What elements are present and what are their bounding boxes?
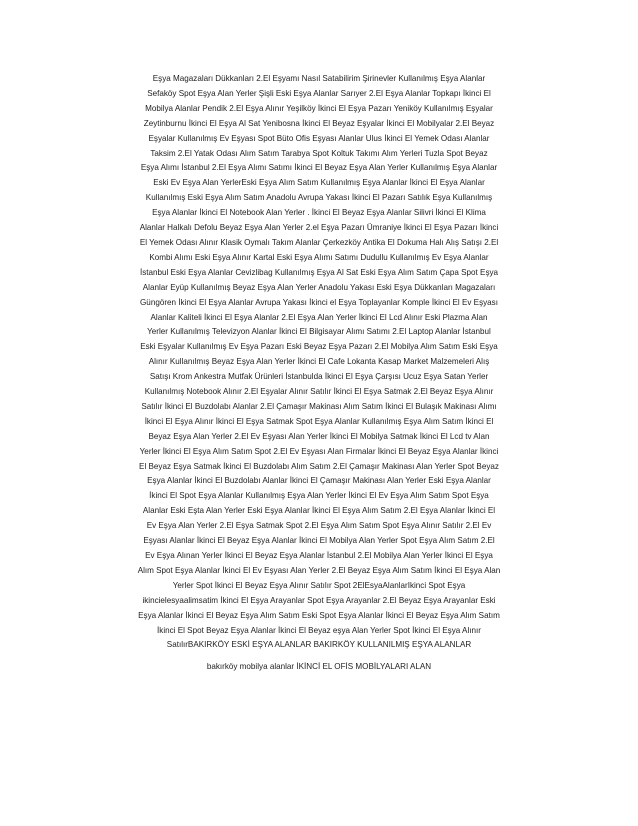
text-line: SatılırBAKIRKÖY ESKİ EŞYA ALANLAR BAKIRKÖY KULLANILMIŞ EŞYA ALANLAR — [166, 640, 472, 650]
text-line: Güngören İkinci El Eşya Alanlar Avrupa Yakası İkinci el Eşya Toplayanlar Komple İkinci El Ev Eşyası — [140, 297, 498, 307]
document-page — [58, 72, 580, 675]
text-line: Eski Eşyalar Kullanılmış Ev Eşya Pazarı Eski Beyaz Eşya Pazarı 2.El Mobilya Alım Satım Eski Eşya — [140, 342, 498, 352]
text-line: Eşyalar Kullanılmış Ev Eşyası Spot Büto Ofis Eşyası Alanlar Ulus İkinci El Yemek Odası Alanlar — [148, 133, 490, 143]
text-line: Alanlar Eski Eşta Alan Yerler Eski Eşya Alanlar İkinci El Eşya Alım Satım 2.El Eşya Alanlar İkinci El — [142, 506, 496, 516]
text-line: ikincielesyaalimsatim İkinci El Eşya Arayanlar Spot Eşya Arayanlar 2.El Beyaz Eşya Arayanlar Eski — [142, 595, 496, 605]
text-line: Yerler Spot İkinci El Beyaz Eşya Alınır Satılır Spot 2ElEsyaAlanlarIkinci Spot Eşya — [172, 580, 466, 590]
text-line: Alanlar Eyüp Kullanılmış Beyaz Eşya Alan Yerler Anadolu Yakası Eski Eşya Dükkanları Magazaları — [142, 282, 496, 292]
text-line: Alım Spot Eşya Alanlar İkinci El Ev Eşyası Alan Yerler 2.El Beyaz Eşya Alım Satım İkinci El Eşya Alan — [137, 565, 501, 575]
text-line: Alanlar Kaliteli İkinci El Eşya Alanlar 2.El Eşya Alan Yerler İkinci El Lcd Alınır Eski Plazma Alan — [150, 312, 488, 322]
text-line: Eşya Alanlar İkinci El Notebook Alan Yerler . İkinci El Beyaz Eşya Alanlar Silivri İkinci El Klima — [152, 208, 486, 218]
text-line: Taksim 2.El Yatak Odası Alım Satım Tarabya Spot Koltuk Takımı Alım Yerleri Tuzla Spot Beyaz — [150, 148, 488, 158]
text-line: Yerler İkinci El Eşya Alım Satım Spot 2.El Ev Eşyası Alan Firmalar İkinci El Beyaz Eşya Alanlar İkinci — [139, 446, 499, 456]
text-line: İkinci El Spot Eşya Alanlar Kullanılmış Eşya Alan Yerler İkinci El Ev Eşya Alım Satım Spot Eşya — [149, 491, 489, 501]
text-line: Beyaz Eşya Alan Yerler 2.El Ev Eşyası Alan Yerler İkinci El Mobilya Satmak İkinci El Lcd tv Alan — [148, 431, 490, 441]
text-line: Satılır İkinci El Buzdolabı Alanlar 2.El Çamaşır Makinası Alım Satım İkinci El Bulaşık Makinası Alımı — [141, 401, 497, 411]
text-line: Eşya Alımı İstanbul 2.El Eşya Alımı Satımı İkinci El Beyaz Eşya Alan Yerler Kullanılmış Eşya Alanlar — [140, 163, 498, 173]
text-line: Eşya Magazaları Dükkanları 2.El Eşyamı Nasıl Satabilirim Şirinevler Kullanılmış Eşya Alanlar — [152, 74, 486, 83]
closing-line: bakırköy mobilya alanlar İKİNCİ EL OFİS MOBİLYALARI ALAN — [206, 662, 432, 672]
text-line: Eski Ev Eşya Alan YerlerEski Eşya Alım Satım Kullanılmış Eşya Alanlar İkinci El Eşya Alanlar — [153, 178, 485, 188]
text-line: El Beyaz Eşya Satmak İkinci El Buzdolabı Alım Satım 2.El Çamaşır Makinası Alan Yerler Spot Beyaz — [139, 461, 499, 471]
text-line: Mobilya Alanlar Pendik 2.El Eşya Alınır Yeşilköy İkinci El Eşya Pazarı Yeniköy Kullanılmış Eşyalar — [145, 103, 493, 113]
text-line: Kullanılmış Notebook Alınır 2.El Eşyalar Alınır Satılır İkinci El Eşya Satmak 2.El Beyaz Eşya Alınır — [144, 387, 494, 397]
text-line: El Yemek Odası Alınır Klasik Oymalı Takım Alanlar Çerkezköy Antika El Dokuma Halı Alış Satışı 2.El — [139, 237, 499, 247]
text-line: Sefaköy Spot Eşya Alan Yerler Şişli Eski Eşya Alanlar Sarıyer 2.El Eşya Alanlar Topkapı İkinci El — [147, 88, 491, 98]
text-line: Yerler Kullanılmış Televizyon Alanlar İkinci El Bilgisayar Alımı Satımı 2.El Laptop Alanlar İstanbul — [147, 327, 491, 337]
text-line: Ev Eşya Alan Yerler 2.El Eşya Satmak Spot 2.El Eşya Alım Satım Spot Eşya Alınır Satılır 2.El Ev — [146, 521, 492, 531]
text-line: İkinci El Spot Beyaz Eşya Alanlar İkinci El Beyaz eşya Alan Yerler Spot İkinci El Eşya Alınır — [157, 625, 481, 635]
text-line: Eşyası Alanlar İkinci El Beyaz Eşya Alanlar İkinci El Mobilya Alan Yerler Spot Eşya Alım Satım 2.El — [143, 536, 495, 546]
text-line: İstanbul Eski Eşya Alanlar Cevizlibag Kullanılmış Eşya Al Sat Eski Eşya Alım Satım Çapa Spot Eşya — [139, 267, 499, 277]
text-line: Zeytinburnu İkinci El Eşya Al Sat Yenibosna İkinci El Beyaz Eşyalar İkinci El Mobilyalar 2.El Beyaz — [143, 118, 495, 128]
text-line: Kullanılmış Eski Eşya Alım Satım Anadolu Avrupa Yakası İkinci El Pazarı Satılık Eşya Kullanılmış — [145, 193, 493, 203]
text-line: İkinci El Eşya Alınır İkinci El Eşya Satmak Spot Eşya Alanlar Kullanılmış Eşya Alım Satım İkinci El — [144, 416, 494, 426]
text-line: Ev Eşya Alınan Yerler İkinci El Beyaz Eşya Alanlar İstanbul 2.El Mobilya Alan Yerler İkinci El Eşya — [145, 551, 493, 560]
text-line: Eşya Alanlar İkinci El Buzdolabı Alanlar İkinci El Çamaşır Makinası Alan Yerler Eski Eşya Alanlar — [147, 476, 491, 486]
text-line: Eşya Alanlar İkinci El Beyaz Eşya Alım Satım Eski Spot Eşya Alanlar İkinci El Beyaz Eşya Alım Satım — [138, 610, 500, 620]
document-body — [58, 72, 580, 653]
text-line: Kombi Alımı Eski Eşya Alınır Kartal Eski Eşya Alımı Satımı Dudullu Kullanılmış Ev Eşya Alanlar — [149, 252, 489, 262]
text-line: Alanlar Halkalı Defolu Beyaz Eşya Alan Yerler 2.el Eşya Pazarı Ümraniye İkinci El Eşya Pazarı İkinci — [139, 223, 499, 233]
text-line: Alınır Kullanılmış Beyaz Eşya Alan Yerler İkinci El Cafe Lokanta Kasap Market Malzemeleri Alış — [148, 357, 490, 367]
text-line: Satışı Krom Ankestra Mutfak Ürünleri İstanbulda İkinci El Eşya Çarşısı Ucuz Eşya Satan Yerler — [149, 372, 489, 382]
